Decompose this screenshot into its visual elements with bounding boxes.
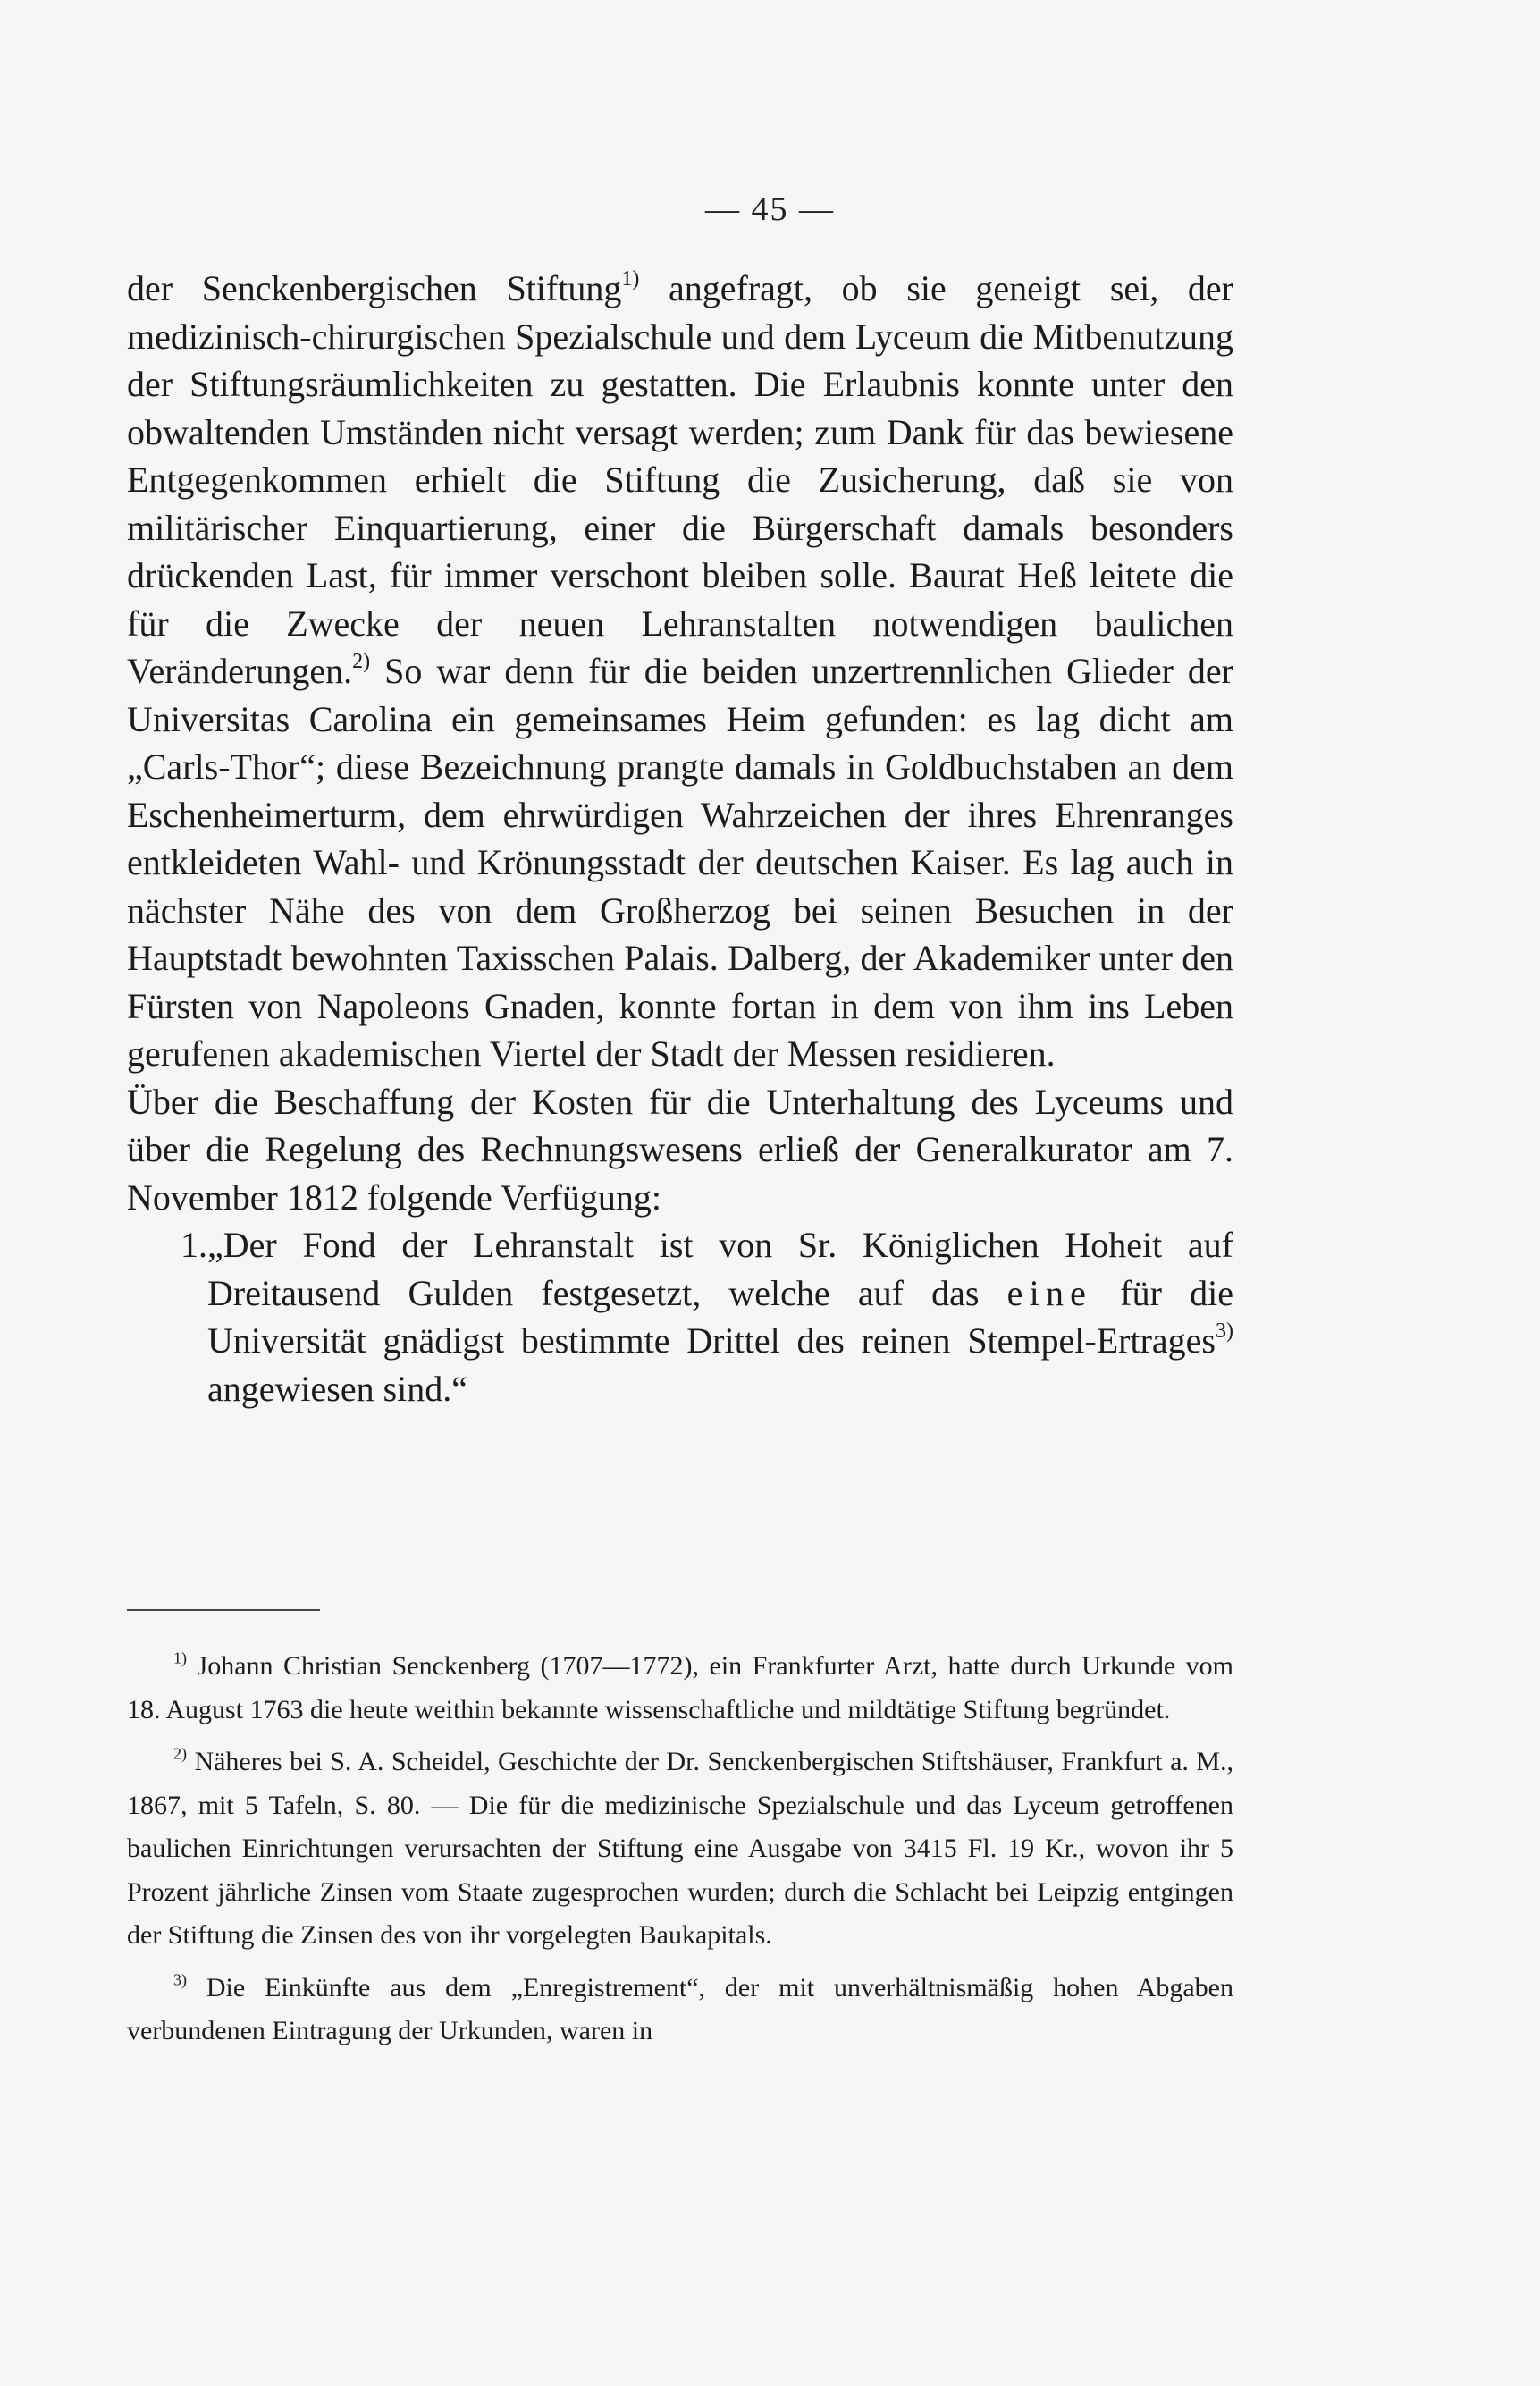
paragraph-2: Über die Beschaffung der Kosten für die Unterhaltung des Lyceums und über die Regelung des Rechnungswesens erließ der Generalkurator am 7. November 1812 folgende Verfügung:: [127, 1081, 1233, 1218]
footnote-3-text: Die Einkünfte aus dem „Enregistrement“, der mit unverhältnismäßig hohen Abgaben verbundenen Eintragung der Urkunden, waren in: [127, 1972, 1233, 2045]
paragraph-1-part-2: angefragt, ob sie geneigt sei, der medizinisch-chirurgischen Spezialschule und dem Lyceum die Mitbenutzung der Stiftungsräumlichkeiten zu gestatten. Die Erlaubnis konnte unter den obwaltenden Umständen nicht versagt werden; zum Dank für das bewiesene Entgegenkommen erhielt die Stiftung die Zusicherung, daß sie von militärischer Einquartierung, einer die Bürgerschaft damals besonders drückenden Last, für immer verschont bleiben solle. Baurat Heß leitete die für die Zwecke der neuen Lehranstalten notwendigen baulichen Veränderungen.: [127, 268, 1233, 691]
footnote-ref-2: 2): [352, 650, 371, 674]
list-item-text: [207, 1221, 1233, 1412]
footnote-3-mark: 3): [173, 1969, 187, 1988]
footnote-ref-1: 1): [621, 267, 640, 291]
footnote-ref-3: 3): [1216, 1319, 1233, 1344]
footnote-rule: [127, 1609, 320, 1611]
list-item-part-3: angewiesen sind.“: [207, 1368, 468, 1409]
list-item-number: 1.: [181, 1225, 207, 1265]
footnote-2-text: Näheres bei S. A. Scheidel, Geschichte der Dr. Senckenbergischen Stiftshäuser, Frankfurt a. M., 1867, mit 5 Tafeln, S. 80. — Die für die medizinische Spezialschule und das Lyceum getroffenen baulichen Einrichtungen verursachten der Stiftung eine Ausgabe von 3415 Fl. 19 Kr., wovon ihr 5 Prozent jährliche Zinsen vom Staate zugesprochen wurden; durch die Schlacht bei Leipzig entgingen der Stiftung die Zinsen des von ihr vorgelegten Baukapitals.: [127, 1747, 1233, 1950]
footnote-2-mark: 2): [173, 1744, 187, 1763]
footnote-2: [127, 1741, 1233, 1958]
footnotes: [127, 1645, 1233, 2062]
page-number: — 45 —: [705, 190, 835, 228]
footnote-1-text: Johann Christian Senckenberg (1707—1772), ein Frankfurter Arzt, hatte durch Urkunde vom 18. August 1763 die heute weithin bekannte wissenschaftliche und mildtätige Stiftung begründet.: [127, 1651, 1233, 1724]
footnote-1-mark: 1): [173, 1648, 187, 1667]
paragraph-1-part-1: der Senckenbergischen Stiftung: [127, 268, 622, 308]
footnote-3: [127, 1967, 1233, 2053]
footnote-1: [127, 1645, 1233, 1732]
paragraph-1: [127, 265, 1233, 1078]
list-item-1: [127, 1221, 1233, 1412]
list-item-emphasis: eine: [1006, 1272, 1093, 1313]
list-item-part-2: für die Universität gnädigst bestimmte Drittel des reinen Stempel-Ertrages: [207, 1272, 1233, 1361]
list-item-part-1: „Der Fond der Lehranstalt ist von Sr. Königlichen Hoheit auf Dreitausend Gulden festgesetzt, welche auf das: [207, 1225, 1233, 1313]
paragraph-1-part-3: So war denn für die beiden unzertrennlichen Glieder der Universitas Carolina ein gemeinsames Heim gefunden: es lag dicht am „Carls-Thor“; diese Bezeichnung prangte damals in Goldbuchstaben an dem Eschenheimerturm, dem ehrwürdigen Wahrzeichen der ihres Ehrenranges entkleideten Wahl- und Krönungsstadt der deutschen Kaiser. Es lag auch in nächster Nähe des von dem Großherzog bei seinen Besuchen in der Hauptstadt bewohnten Taxisschen Palais. Dalberg, der Akademiker unter den Fürsten von Napoleons Gnaden, konnte fortan in dem von ihm ins Leben gerufenen akademischen Viertel der Stadt der Messen residieren.: [127, 651, 1233, 1074]
main-text: [127, 265, 1233, 1412]
